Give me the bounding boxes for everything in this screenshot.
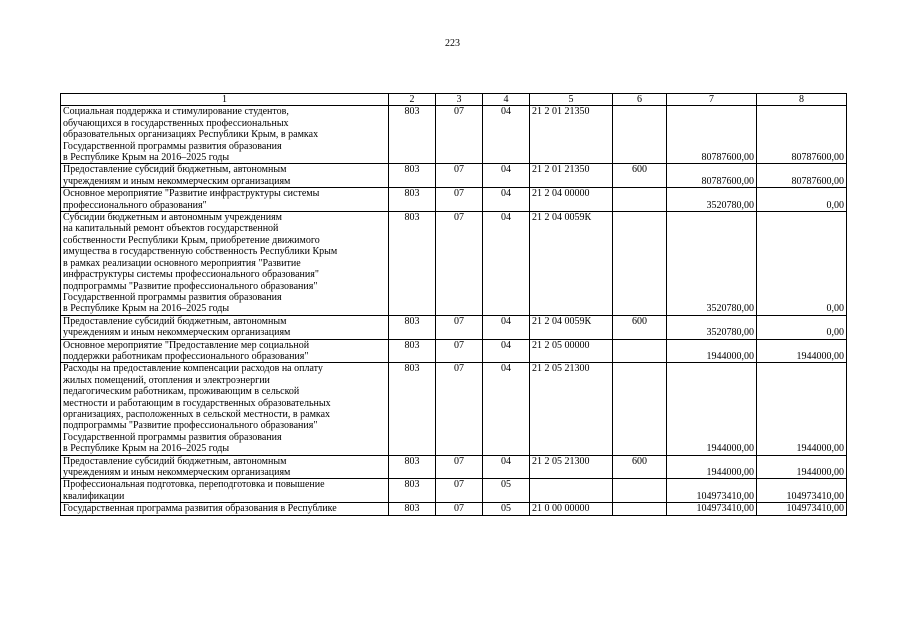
ministry-code: 803 xyxy=(389,503,436,515)
header-row xyxy=(61,94,847,106)
expense-type-code xyxy=(613,479,667,503)
target-article-code: 21 2 05 21300 xyxy=(530,455,613,479)
expense-type-code xyxy=(613,339,667,363)
column-header: 1 xyxy=(61,94,389,106)
amount-year-1: 3520780,00 xyxy=(667,315,757,339)
amount-year-2: 80787600,00 xyxy=(757,164,847,188)
subsection-code: 04 xyxy=(483,212,530,316)
subsection-code: 04 xyxy=(483,339,530,363)
amount-year-2: 0,00 xyxy=(757,212,847,316)
table-row xyxy=(61,106,847,164)
ministry-code: 803 xyxy=(389,339,436,363)
target-article-code: 21 2 01 21350 xyxy=(530,164,613,188)
section-code: 07 xyxy=(436,212,483,316)
subsection-code: 04 xyxy=(483,164,530,188)
subsection-code: 05 xyxy=(483,503,530,515)
subsection-code: 04 xyxy=(483,188,530,212)
subsection-code: 04 xyxy=(483,455,530,479)
expense-name: Государственная программа развития образования в Республике xyxy=(61,503,389,515)
amount-year-2: 104973410,00 xyxy=(757,479,847,503)
column-header: 8 xyxy=(757,94,847,106)
column-header: 3 xyxy=(436,94,483,106)
target-article-code: 21 2 05 21300 xyxy=(530,363,613,455)
table-row xyxy=(61,479,847,503)
amount-year-1: 80787600,00 xyxy=(667,106,757,164)
ministry-code: 803 xyxy=(389,164,436,188)
target-article-code xyxy=(530,479,613,503)
ministry-code: 803 xyxy=(389,188,436,212)
column-header: 6 xyxy=(613,94,667,106)
amount-year-1: 104973410,00 xyxy=(667,479,757,503)
expense-type-code: 600 xyxy=(613,164,667,188)
target-article-code: 21 0 00 00000 xyxy=(530,503,613,515)
amount-year-1: 104973410,00 xyxy=(667,503,757,515)
table-row xyxy=(61,339,847,363)
expense-name: Предоставление субсидий бюджетным, автономным учреждениям и иным некоммерческим организациям xyxy=(61,164,389,188)
amount-year-1: 3520780,00 xyxy=(667,188,757,212)
ministry-code: 803 xyxy=(389,455,436,479)
column-header: 7 xyxy=(667,94,757,106)
expense-type-code xyxy=(613,503,667,515)
amount-year-2: 1944000,00 xyxy=(757,363,847,455)
section-code: 07 xyxy=(436,479,483,503)
ministry-code: 803 xyxy=(389,106,436,164)
table-row xyxy=(61,455,847,479)
expense-name: Субсидии бюджетным и автономным учреждениям на капитальный ремонт объектов государственной собственности Республики Крым, приобретение движимого имущества в государственную собственность Республики Крым в рамках реализации основного мероприятия "Развитие инфраструктуры системы профессионального образования" подпрограммы "Развитие профессионального образования" Государственной программы развития образования в Республике Крым на 2016–2025 годы xyxy=(61,212,389,316)
target-article-code: 21 2 04 0059К xyxy=(530,315,613,339)
section-code: 07 xyxy=(436,503,483,515)
table-row xyxy=(61,315,847,339)
table-row xyxy=(61,503,847,515)
expense-name: Предоставление субсидий бюджетным, автономным учреждениям и иным некоммерческим организациям xyxy=(61,455,389,479)
amount-year-2: 104973410,00 xyxy=(757,503,847,515)
target-article-code: 21 2 05 00000 xyxy=(530,339,613,363)
amount-year-1: 3520780,00 xyxy=(667,212,757,316)
section-code: 07 xyxy=(436,315,483,339)
target-article-code: 21 2 01 21350 xyxy=(530,106,613,164)
amount-year-2: 1944000,00 xyxy=(757,339,847,363)
amount-year-1: 80787600,00 xyxy=(667,164,757,188)
expense-name: Профессиональная подготовка, переподготовка и повышение квалификации xyxy=(61,479,389,503)
expense-name: Основное мероприятие "Развитие инфраструктуры системы профессионального образования" xyxy=(61,188,389,212)
section-code: 07 xyxy=(436,106,483,164)
section-code: 07 xyxy=(436,164,483,188)
subsection-code: 05 xyxy=(483,479,530,503)
expense-name: Социальная поддержка и стимулирование студентов, обучающихся в государственных профессиональных образовательных организациях Республики Крым, в рамках Государственной программы развития образования в Республике Крым на 2016–2025 годы xyxy=(61,106,389,164)
section-code: 07 xyxy=(436,188,483,212)
expense-type-code: 600 xyxy=(613,455,667,479)
ministry-code: 803 xyxy=(389,479,436,503)
expense-name: Расходы на предоставление компенсации расходов на оплату жилых помещений, отопления и электроэнергии педагогическим работникам, проживающим в сельской местности и работающим в государственных образовательных организациях, расположенных в сельской местности, в рамках подпрограммы "Развитие профессионального образования" Государственной программы развития образования в Республике Крым на 2016–2025 годы xyxy=(61,363,389,455)
amount-year-1: 1944000,00 xyxy=(667,455,757,479)
amount-year-1: 1944000,00 xyxy=(667,363,757,455)
amount-year-2: 80787600,00 xyxy=(757,106,847,164)
budget-table xyxy=(60,93,847,516)
target-article-code: 21 2 04 00000 xyxy=(530,188,613,212)
amount-year-1: 1944000,00 xyxy=(667,339,757,363)
ministry-code: 803 xyxy=(389,212,436,316)
column-header: 2 xyxy=(389,94,436,106)
table-row xyxy=(61,212,847,316)
expense-type-code xyxy=(613,188,667,212)
expense-name: Основное мероприятие "Предоставление мер социальной поддержки работникам профессионального образования" xyxy=(61,339,389,363)
subsection-code: 04 xyxy=(483,363,530,455)
page-number: 223 xyxy=(445,38,460,49)
table-row xyxy=(61,363,847,455)
amount-year-2: 0,00 xyxy=(757,188,847,212)
expense-name: Предоставление субсидий бюджетным, автономным учреждениям и иным некоммерческим организациям xyxy=(61,315,389,339)
section-code: 07 xyxy=(436,363,483,455)
table-row xyxy=(61,188,847,212)
expense-type-code: 600 xyxy=(613,315,667,339)
ministry-code: 803 xyxy=(389,363,436,455)
expense-type-code xyxy=(613,363,667,455)
expense-type-code xyxy=(613,106,667,164)
section-code: 07 xyxy=(436,339,483,363)
column-header: 4 xyxy=(483,94,530,106)
section-code: 07 xyxy=(436,455,483,479)
expense-type-code xyxy=(613,212,667,316)
amount-year-2: 1944000,00 xyxy=(757,455,847,479)
ministry-code: 803 xyxy=(389,315,436,339)
subsection-code: 04 xyxy=(483,315,530,339)
amount-year-2: 0,00 xyxy=(757,315,847,339)
column-header: 5 xyxy=(530,94,613,106)
target-article-code: 21 2 04 0059К xyxy=(530,212,613,316)
table-row xyxy=(61,164,847,188)
subsection-code: 04 xyxy=(483,106,530,164)
